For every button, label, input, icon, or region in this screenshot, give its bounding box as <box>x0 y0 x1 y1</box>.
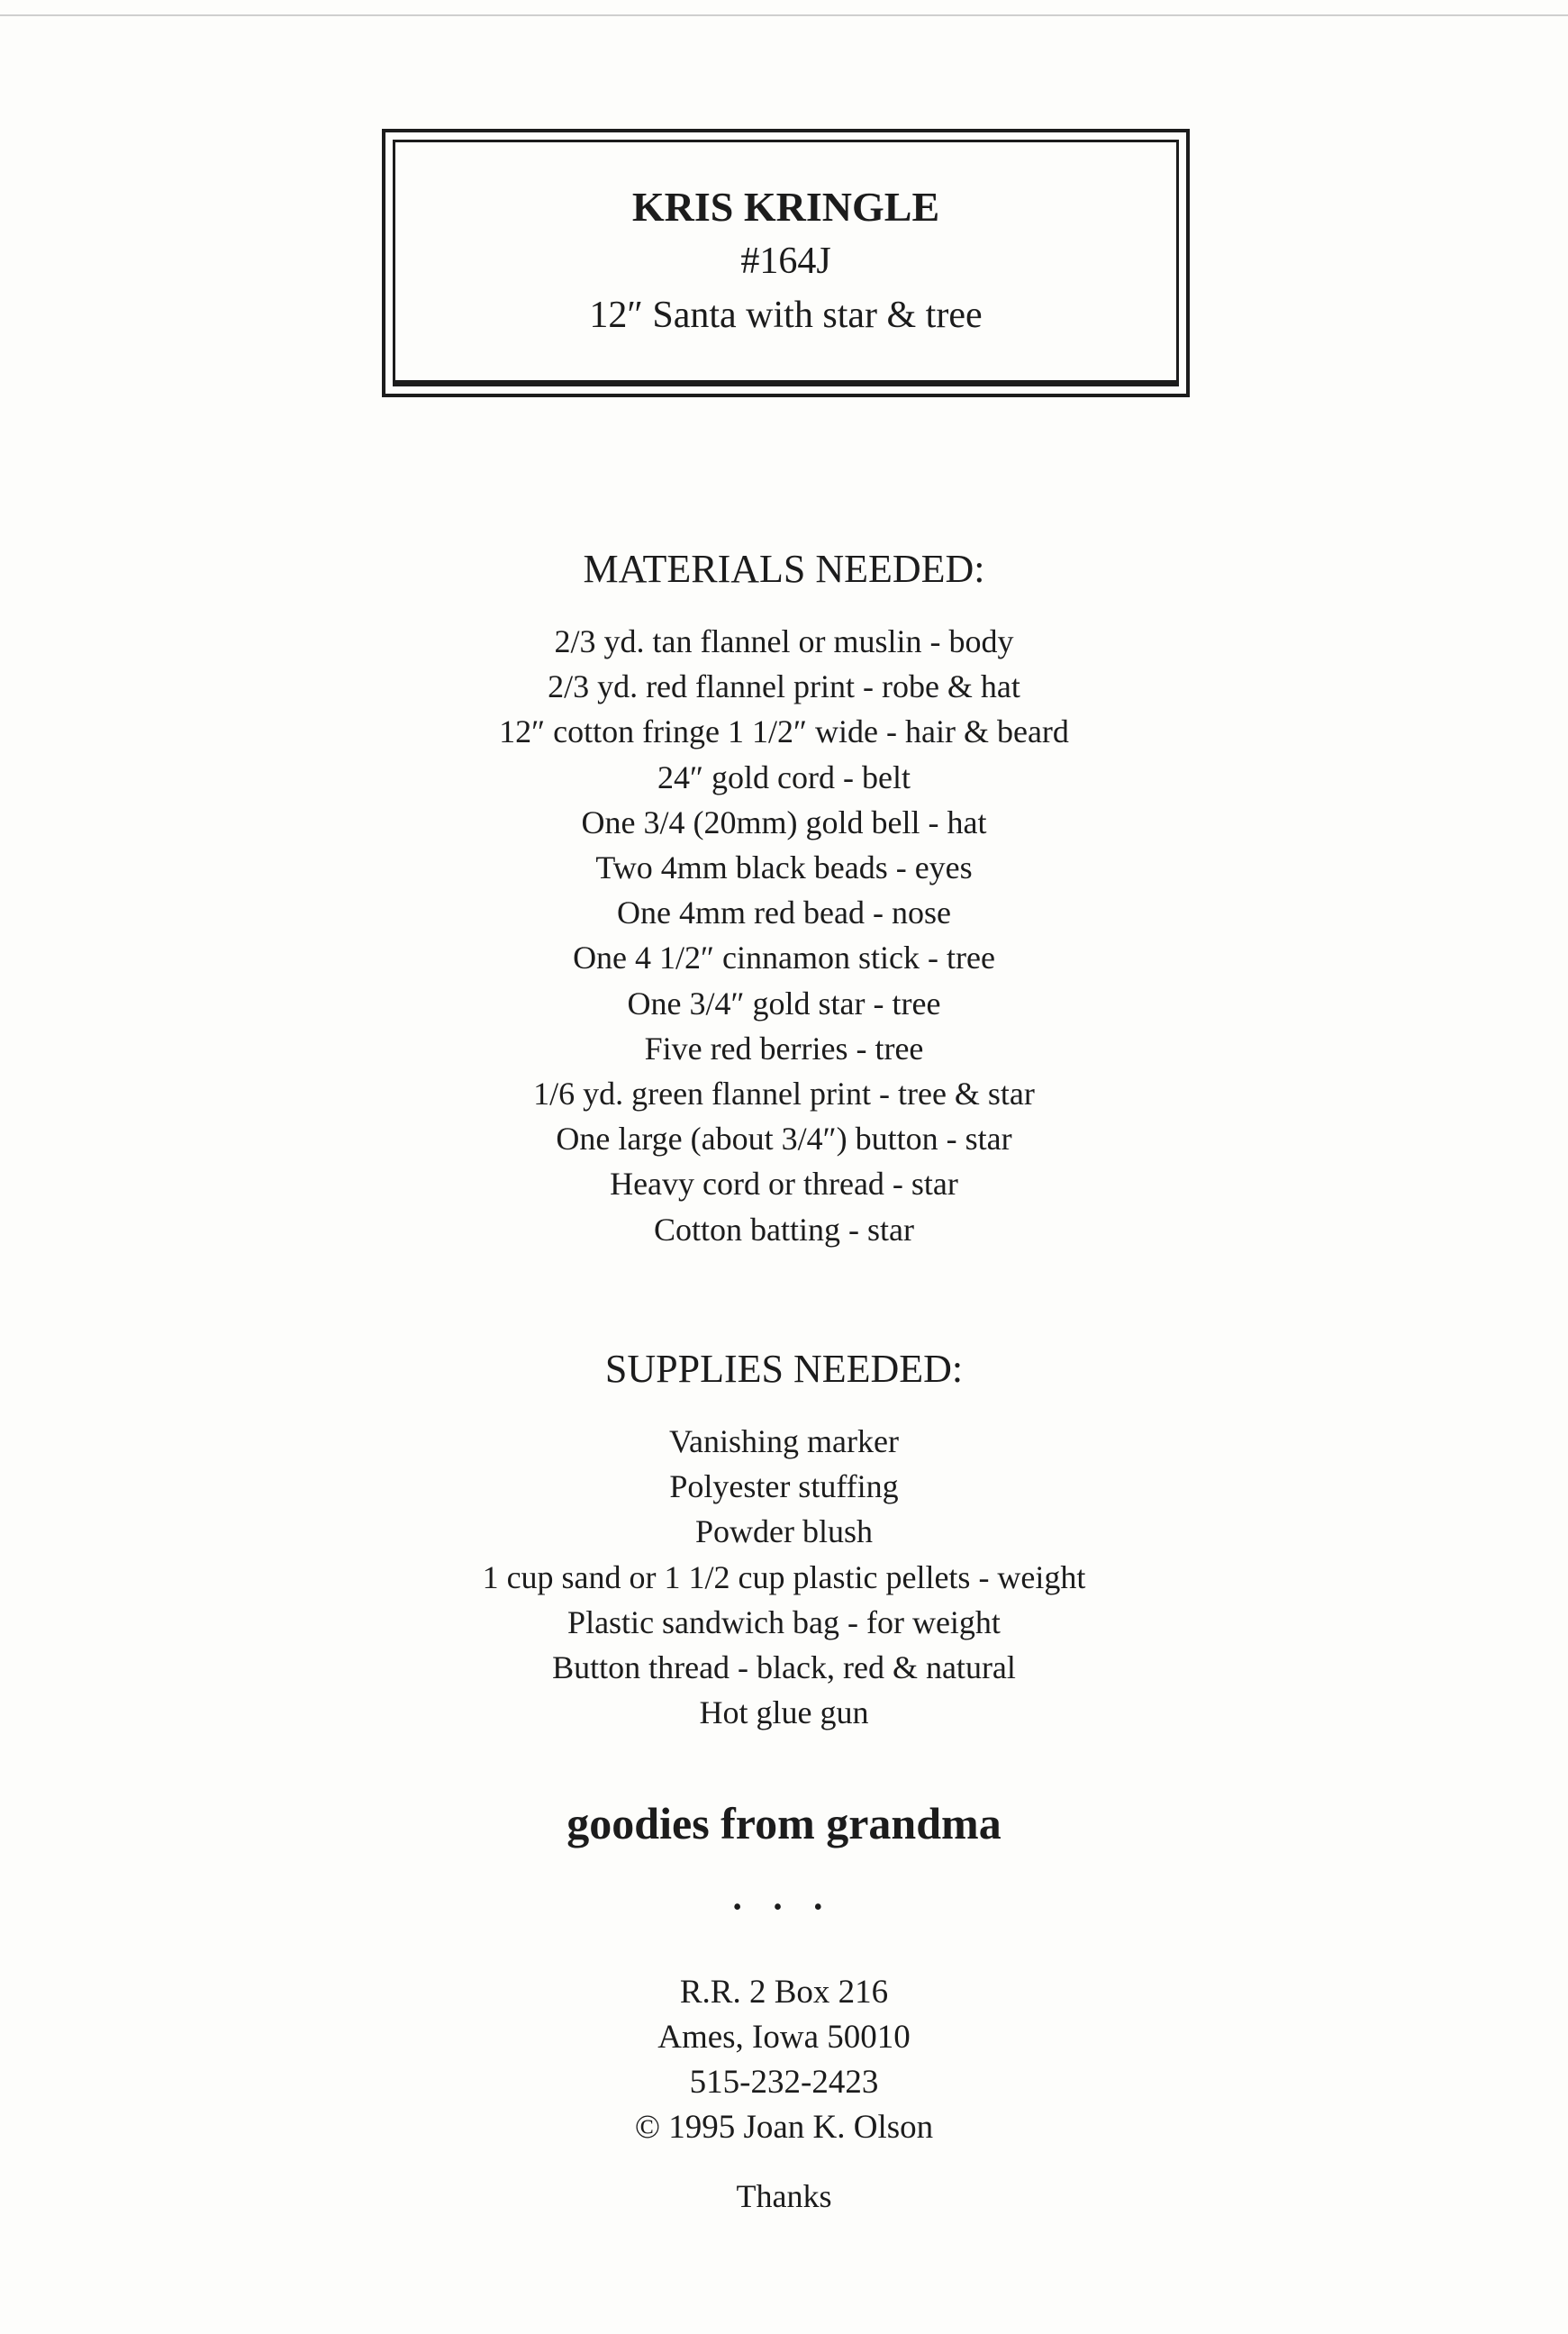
top-edge-rule <box>0 14 1568 16</box>
pattern-subtitle: 12″ Santa with star & tree <box>589 295 983 336</box>
pattern-title: KRIS KRINGLE <box>631 184 940 230</box>
thanks-note: Thanks <box>736 2178 832 2214</box>
list-item: Vanishing marker <box>669 1423 899 1459</box>
list-item: One 3/4″ gold star - tree <box>627 985 941 1022</box>
title-box-inner <box>393 140 1179 386</box>
list-item: One large (about 3/4″) button - star <box>556 1121 1012 1158</box>
list-item: Plastic sandwich bag - for weight <box>567 1603 1001 1640</box>
pattern-number: #164J <box>740 241 831 282</box>
supplies-heading: SUPPLIES NEEDED: <box>604 1347 964 1391</box>
phone-number: 515-232-2423 <box>689 2064 879 2101</box>
materials-list <box>0 619 1568 1252</box>
title-box <box>382 129 1190 397</box>
list-item: 24″ gold cord - belt <box>657 758 911 795</box>
supplies-section <box>0 1342 1568 1735</box>
list-item: One 3/4 (20mm) gold bell - hat <box>581 804 987 840</box>
address-line: R.R. 2 Box 216 <box>679 1974 889 2011</box>
list-item: 2/3 yd. red flannel print - robe & hat <box>548 668 1020 705</box>
list-item: Five red berries - tree <box>644 1030 924 1067</box>
list-item: 1 cup sand or 1 1/2 cup plastic pellets - weight <box>482 1558 1086 1595</box>
list-item: Cotton batting - star <box>654 1211 914 1248</box>
materials-section <box>0 542 1568 1252</box>
list-item: 2/3 yd. tan flannel or muslin - body <box>554 623 1014 659</box>
list-item: Polyester stuffing <box>669 1468 899 1505</box>
address-line: Ames, Iowa 50010 <box>657 2019 911 2056</box>
list-item: Two 4mm black beads - eyes <box>595 849 973 886</box>
list-item: Hot glue gun <box>699 1694 869 1731</box>
address-block <box>0 1970 1568 2150</box>
list-item: Button thread - black, red & natural <box>552 1649 1016 1686</box>
copyright-line: © 1995 Joan K. Olson <box>634 2109 934 2146</box>
list-item: Powder blush <box>695 1513 873 1550</box>
list-item: One 4 1/2″ cinnamon stick - tree <box>573 940 995 976</box>
list-item: Heavy cord or thread - star <box>610 1166 958 1203</box>
supplies-list <box>0 1419 1568 1735</box>
bullet-separator: • • • <box>732 1894 836 1921</box>
list-item: One 4mm red bead - nose <box>617 895 951 931</box>
brand-name: goodies from grandma <box>566 1798 1002 1848</box>
list-item: 1/6 yd. green flannel print - tree & star <box>533 1076 1035 1113</box>
list-item: 12″ cotton fringe 1 1/2″ wide - hair & beard <box>499 713 1069 750</box>
materials-heading: MATERIALS NEEDED: <box>583 547 985 591</box>
